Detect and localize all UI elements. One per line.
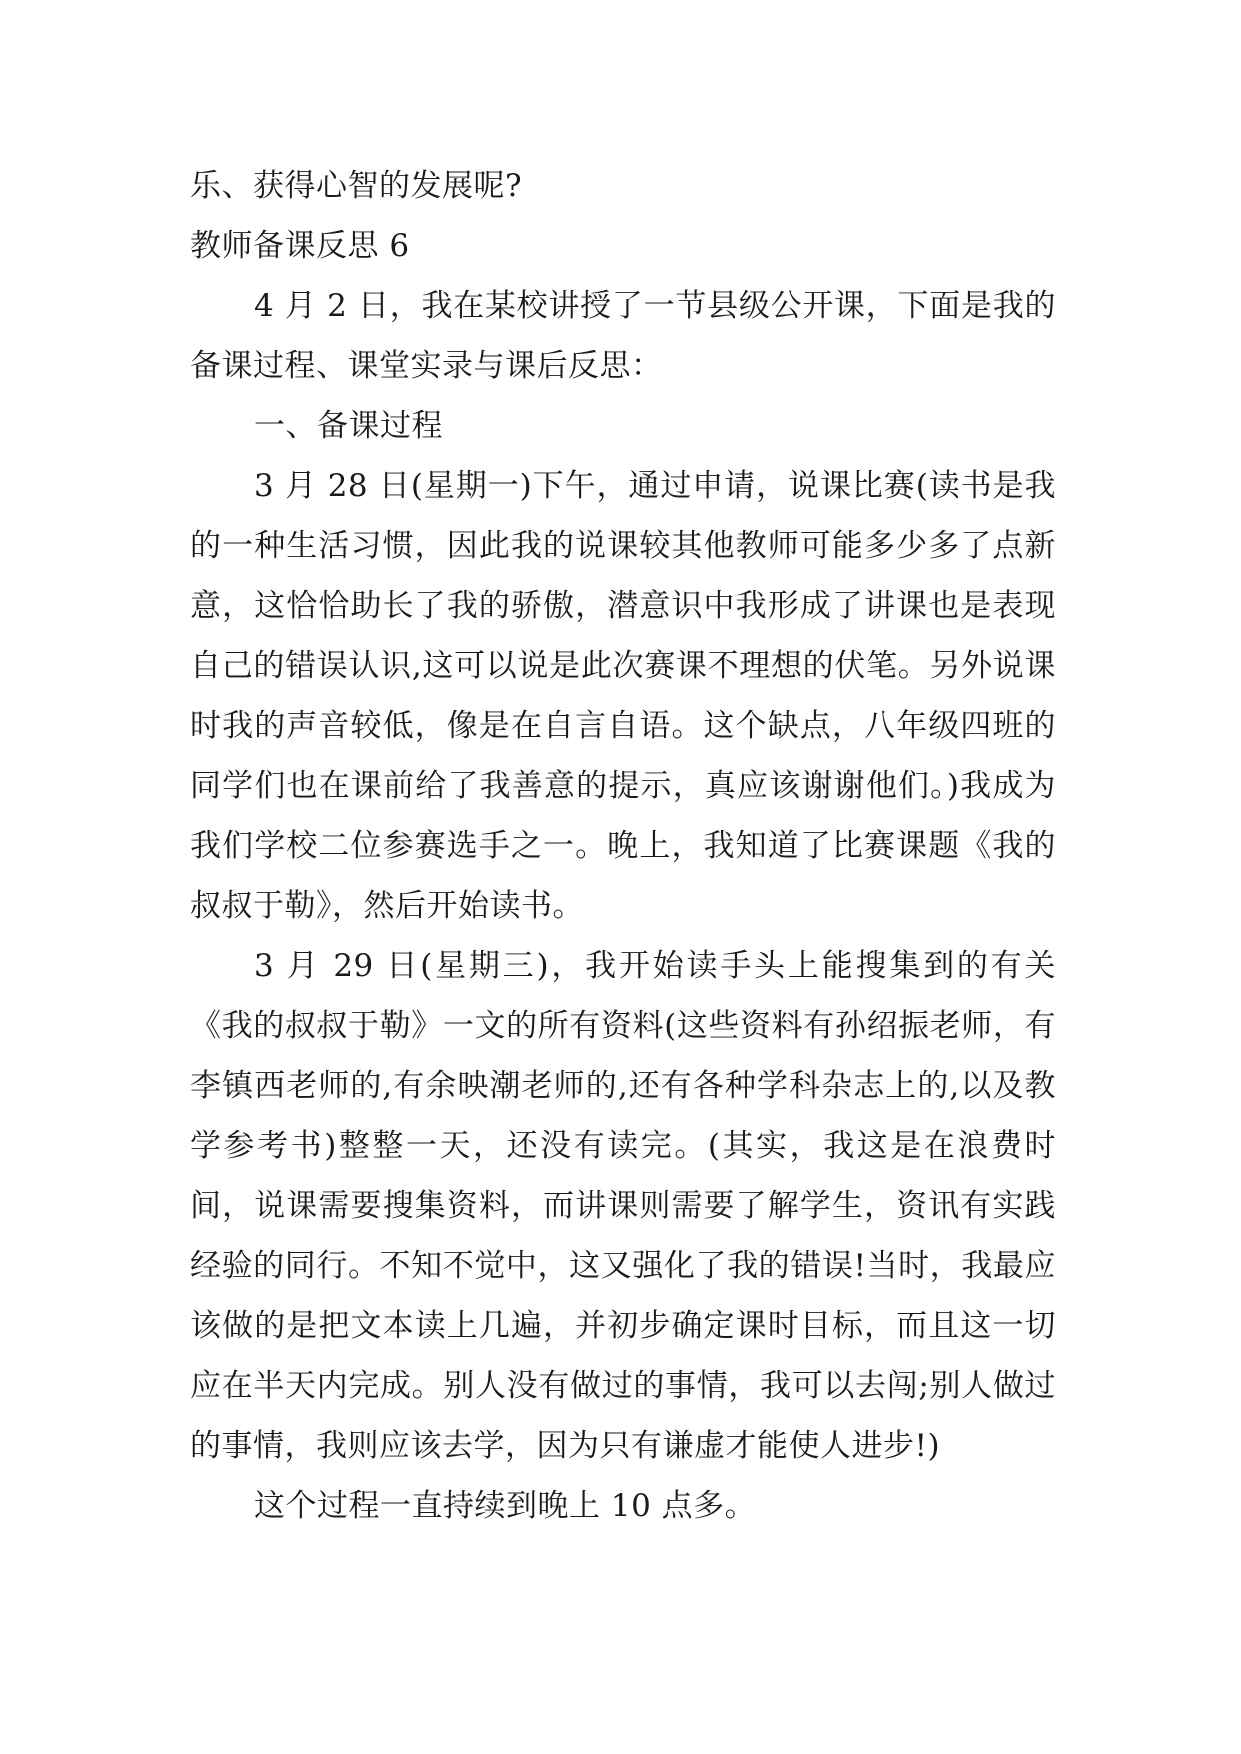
subheading-preparation: 一、备课过程 <box>254 408 443 444</box>
paragraph-continuation: 乐、获得心智的发展呢? <box>190 168 523 204</box>
paragraph-march-29: 3 月 29 日(星期三)，我开始读手头上能搜集到的有关《我的叔叔于勒》一文的所有资料(这些资料有孙绍振老师，有李镇西老师的,有余映潮老师的,还有各种学科杂志上的,以及教学参考书)整整一天，还没有读完。(其实，我这是在浪费时间，说课需要搜集资料，而讲课则需要了解学生，资讯有实践经验的同行。不知不觉中，这又强化了我的错误!当时，我最应该做的是把文本读上几遍，并初步确定课时目标，而且这一切应在半天内完成。别人没有做过的事情，我可以去闯;别人做过的事情，我则应该去学，因为只有谦虚才能使人进步!) <box>190 948 1056 1464</box>
document-body <box>190 156 1056 1536</box>
paragraph-march-28: 3 月 28 日(星期一)下午，通过申请，说课比赛(读书是我的一种生活习惯，因此我的说课较其他教师可能多少多了点新意，这恰恰助长了我的骄傲，潜意识中我形成了讲课也是表现自己的错误认识,这可以说是此次赛课不理想的伏笔。另外说课时我的声音较低，像是在自言自语。这个缺点，八年级四班的同学们也在课前给了我善意的提示，真应该谢谢他们。)我成为我们学校二位参赛选手之一。晚上，我知道了比赛课题《我的叔叔于勒》，然后开始读书。 <box>190 468 1056 924</box>
paragraph-closing: 这个过程一直持续到晚上 10 点多。 <box>254 1488 757 1524</box>
paragraph-intro: 4 月 2 日，我在某校讲授了一节县级公开课，下面是我的备课过程、课堂实录与课后反思： <box>190 288 1056 384</box>
section-title: 教师备课反思 6 <box>190 228 410 264</box>
